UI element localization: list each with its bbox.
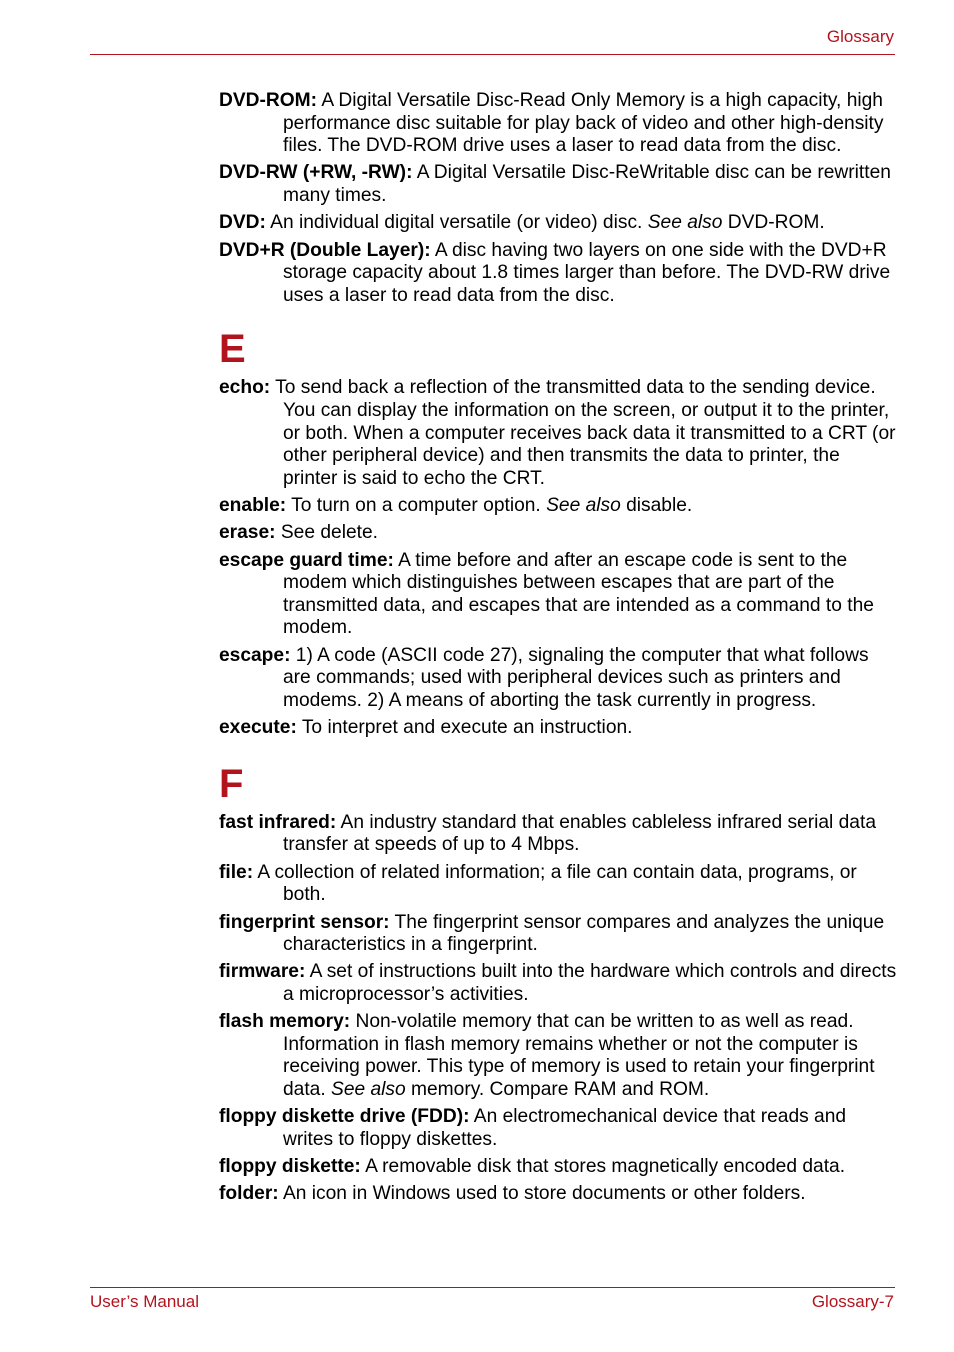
entry-term: DVD: bbox=[219, 212, 266, 234]
glossary-entry bbox=[219, 862, 899, 907]
entry-term: execute: bbox=[219, 717, 297, 739]
see-also-label: See also bbox=[546, 495, 621, 517]
footer-rule bbox=[90, 1287, 895, 1288]
entry-term: folder: bbox=[219, 1183, 279, 1205]
entry-term: file: bbox=[219, 861, 254, 883]
entry-term: erase: bbox=[219, 522, 276, 544]
entry-definition: Non-volatile memory that can be written to as well as read. Information in flash memory remains whether or not the computer is receiving power. This type of memory is used to retain your fingerprint data. bbox=[283, 1011, 875, 1101]
entry-definition: A set of instructions built into the hardware which controls and directs a microprocessor’s activities. bbox=[283, 961, 897, 1005]
entry-definition: An icon in Windows used to store documents or other folders. bbox=[278, 1183, 806, 1205]
entry-definition-tail: disable. bbox=[620, 495, 693, 517]
glossary-entry bbox=[219, 495, 899, 518]
footer-manual-title: User’s Manual bbox=[90, 1292, 199, 1311]
glossary-entry bbox=[219, 961, 899, 1006]
entry-definition-tail: DVD-ROM. bbox=[722, 212, 825, 234]
section-f-entries bbox=[219, 812, 899, 1206]
entry-definition: A disc having two layers on one side with the DVD+R storage capacity about 1.8 times larger than before. The DVD-RW drive uses a laser to read data from the disc. bbox=[283, 239, 891, 306]
glossary-entry bbox=[219, 1156, 899, 1179]
entry-definition: A Digital Versatile Disc-ReWritable disc can be rewritten many times. bbox=[283, 162, 891, 207]
entry-term: enable: bbox=[219, 495, 287, 517]
see-also-label: See also bbox=[647, 212, 723, 234]
glossary-content bbox=[219, 90, 899, 1211]
entry-definition: To turn on a computer option. bbox=[286, 495, 547, 517]
entry-definition: An individual digital versatile (or video) disc. bbox=[265, 212, 648, 234]
page-header-title: Glossary bbox=[826, 27, 894, 46]
entry-definition: A collection of related information; a file can contain data, programs, or both. bbox=[253, 861, 857, 906]
glossary-entry bbox=[219, 812, 899, 857]
entry-definition: An electromechanical device that reads and writes to floppy diskettes. bbox=[283, 1106, 847, 1150]
entry-term: fingerprint sensor: bbox=[219, 911, 390, 933]
entry-definition: An industry standard that enables cableless infrared serial data transfer at speeds of up to 4 Mbps. bbox=[283, 811, 876, 856]
entry-term: fast infrared: bbox=[219, 811, 337, 833]
footer-page-number: Glossary-7 bbox=[811, 1292, 894, 1311]
entry-definition: See delete. bbox=[275, 522, 378, 544]
glossary-entry bbox=[219, 377, 899, 490]
see-also-label: See also bbox=[331, 1079, 406, 1101]
glossary-entry bbox=[219, 212, 899, 235]
glossary-entry bbox=[219, 717, 899, 740]
entry-term: DVD-RW (+RW, -RW): bbox=[219, 162, 413, 184]
entry-term: flash memory: bbox=[219, 1011, 351, 1033]
entry-definition-tail: memory. Compare RAM and ROM. bbox=[405, 1079, 710, 1101]
glossary-entry bbox=[219, 1106, 899, 1151]
section-e-entries bbox=[219, 377, 899, 739]
glossary-entry bbox=[219, 550, 899, 640]
entries-top bbox=[219, 90, 899, 307]
entry-term: floppy diskette: bbox=[219, 1156, 361, 1178]
entry-definition: To interpret and execute an instruction. bbox=[296, 717, 633, 739]
glossary-entry bbox=[219, 162, 899, 207]
entry-term: echo: bbox=[219, 377, 271, 399]
glossary-entry bbox=[219, 1183, 899, 1206]
entry-term: floppy diskette drive (FDD): bbox=[219, 1106, 470, 1128]
entry-term: escape: bbox=[219, 644, 291, 666]
section-heading-e: E bbox=[219, 327, 246, 372]
entry-definition: To send back a reflection of the transmitted data to the sending device. You can display the information on the screen, or output it to the printer, or both. When a computer receives back data it transmitted to a CRT (or other peripheral device) and then transmits the data to printer, the printer is said to echo the CRT. bbox=[270, 377, 896, 489]
glossary-entry bbox=[219, 645, 899, 713]
glossary-entry bbox=[219, 912, 899, 957]
entry-definition: A time before and after an escape code is sent to the modem which distinguishes between escapes that are part of the transmitted data, and escapes that are intended as a command to the modem. bbox=[283, 549, 874, 639]
entry-definition: A removable disk that stores magnetically encoded data. bbox=[360, 1156, 846, 1178]
section-heading-f: F bbox=[219, 761, 244, 806]
entry-definition: The fingerprint sensor compares and analyzes the unique characteristics in a fingerprint. bbox=[283, 911, 885, 956]
header-rule bbox=[90, 54, 895, 55]
entry-definition: A Digital Versatile Disc-Read Only Memory is a high capacity, high performance disc suitable for play back of video and other high-density files. The DVD-ROM drive uses a laser to read data from the disc. bbox=[283, 90, 884, 157]
glossary-entry bbox=[219, 90, 899, 158]
entry-term: escape guard time: bbox=[219, 549, 394, 571]
glossary-entry bbox=[219, 1011, 899, 1101]
entry-term: DVD+R (Double Layer): bbox=[219, 239, 431, 261]
glossary-entry bbox=[219, 522, 899, 545]
entry-term: DVD-ROM: bbox=[219, 90, 318, 111]
entry-definition: 1) A code (ASCII code 27), signaling the computer that what follows are commands; used with peripheral devices such as printers and modems. 2) A means of aborting the task currently in progress. bbox=[283, 644, 869, 711]
glossary-entry bbox=[219, 240, 899, 308]
entry-term: firmware: bbox=[219, 961, 306, 983]
